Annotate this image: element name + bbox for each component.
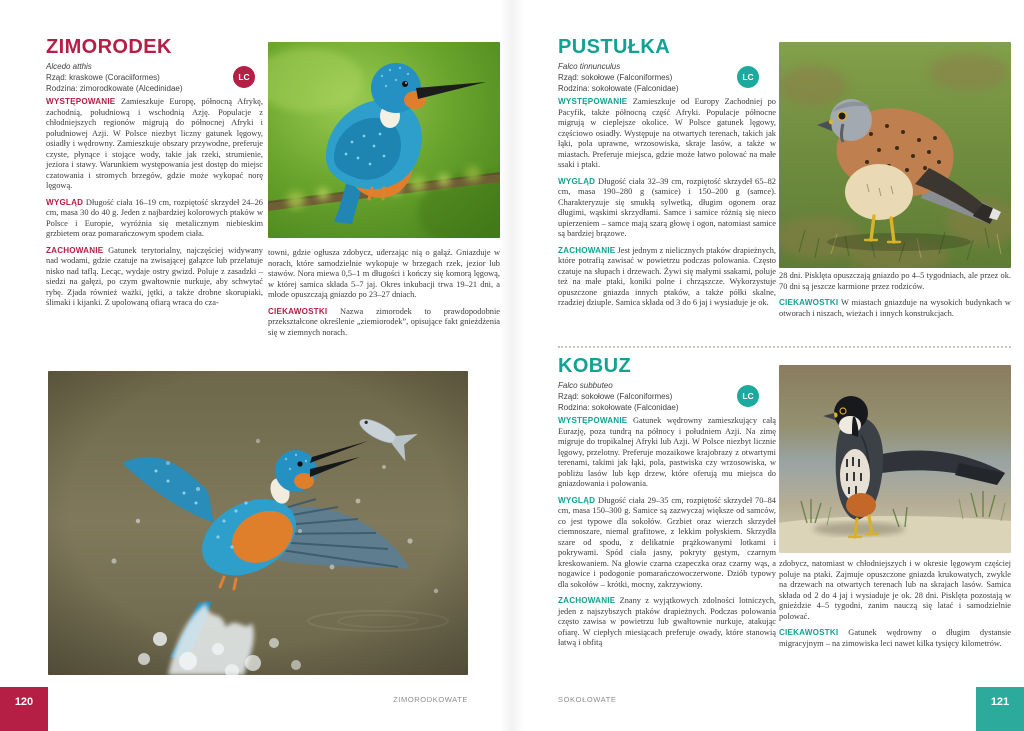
zimorodek-column-1 — [46, 97, 263, 315]
section-text: Gatunek wędrowny zamieszkujący całą Eurazję, poza tundrą na północy i południem Azji. Na zimę migruje do tropikalnej Afryki lub Azji. W Polsce niezbyt licznie lęgowy, przelotny. Preferuje mozaikowe krajobrazy z otwartymi terenami, takimi jak łąki, pola, pastwiska czy wrzosowiska, w pobliżu lasów lub kęp drzew, które oferują mu miejsca do gniazdowania i polowania. — [558, 416, 777, 488]
section-facts — [268, 307, 500, 339]
section-occurrence — [558, 97, 776, 171]
section-facts — [779, 298, 1011, 319]
page-number-left: 120 — [0, 687, 48, 731]
latin-name: Alcedo atthis — [46, 62, 92, 71]
section-behaviour — [558, 246, 776, 309]
section-label: ZACHOWANIE — [46, 245, 104, 255]
section-text: Gatunek terytorialny, najczęściej widywany nad wodami, gdzie czatuje na zwisającej gałązce lub przelatuje nisko nad taflą. Lecąc, wydaje ostry gwizd. Poluje z zasadzki – siedzi na gałęzi, po czym gwałtownie nurkuje, aby schwytać rybę. Zjada również ważki, jętki, a także drobne skorupiaki, ślimaki i kijanki. Z upolowaną ofiarą wraca do cza- — [46, 245, 263, 307]
kobuz-column-2 — [779, 559, 1011, 655]
species-title-zimorodek: ZIMORODEK — [46, 36, 172, 58]
taxonomy-zimorodek — [46, 61, 226, 95]
page-number-right: 121 — [976, 687, 1024, 731]
behaviour-continuation: 28 dni. Pisklęta opuszczają gniazdo po 4–5 tygodniach, ale przez ok. 70 dni są jeszcze karmione przez rodziców. — [779, 271, 1011, 291]
status-badge-lc: LC — [737, 66, 759, 88]
pustulka-column-2 — [779, 271, 1011, 325]
section-text: Długość ciała 16–19 cm, rozpiętość skrzydeł 24–26 cm, masa 30 do 40 g. Jeden z najbardziej kolorowych ptaków w Polsce i Europie, wyróżnia się metalicznym niebieskim grzbietem oraz pomarańczowym spodem ciała. — [46, 197, 263, 238]
behaviour-continuation: zdobycz, natomiast w chłodniejszych i w okresie lęgowym częściej poluje na ptaki. Zajmuje opuszczone gniazda krukowatych, zwykle na drzewach na otwartych terenach lub na skrajach lasów. Samica składa od 2 do 4 jaj i wysiaduje je ok. 28 dni. Pisklęta pozostają w gnieździe 4–5 tygodni, zanim nauczą się latać i samodzielnie polować. — [779, 559, 1011, 621]
section-behaviour — [558, 596, 776, 649]
kingfisher-perched-photo — [268, 42, 500, 238]
running-footer-right: SOKOŁOWATE — [558, 695, 617, 704]
section-label: WYGLĄD — [558, 176, 596, 186]
section-appearance — [558, 496, 776, 591]
section-label: WYSTĘPOWANIE — [558, 97, 628, 106]
latin-name: Falco subbuteo — [558, 381, 613, 390]
section-occurrence — [558, 416, 776, 490]
kingfisher-splash-photo — [48, 371, 468, 675]
section-label: WYSTĘPOWANIE — [46, 97, 116, 106]
zimorodek-column-2 — [268, 248, 500, 344]
section-label: ZACHOWANIE — [558, 596, 616, 605]
taxonomy-pustulka — [558, 61, 738, 95]
section-text: Długość ciała 29–35 cm, rozpiętość skrzydeł 70–84 cm, masa 150–300 g. Samice są zazwyczaj większe od samców, co jest typowe dla sokołów. Grzbiet oraz wierzch skrzydeł ciemnoszare, niemal grafitowe, z lekkim połyskiem. Skrzydła szare od spodu, z delikatnie prążkowanymi lotkami i pokrywami. Spód ciała jasny, pokryty gęstym, czarnym kreskowaniem. Na głowie czarna czapeczka oraz czarny wąs, a nogawice i podogonie pomarańczowoczerwone. Dziób typowy dla sokołów – krótki, mocny, zakrzywiony. — [558, 495, 776, 589]
section-label: WYGLĄD — [558, 495, 596, 505]
entry-divider — [558, 346, 1011, 348]
section-label: WYSTĘPOWANIE — [558, 416, 628, 425]
order-line: Rząd: sokołowe (Falconiformes) — [558, 392, 673, 402]
section-label: CIEKAWOSTKI — [779, 298, 839, 307]
running-footer-left: ZIMORODKOWATE — [393, 695, 468, 704]
section-appearance — [558, 177, 776, 240]
status-badge-lc: LC — [737, 385, 759, 407]
section-text: Długość ciała 32–39 cm, rozpiętość skrzydeł 65–82 cm, masa 190–280 g (samice) i 150–200 g (samce). Charakteryzuje się smukłą sylwetką, długim ogonem oraz długimi, wąskimi skrzydłami. Samce i samice różnią się nieco upierzeniem – samce mają szarą głowę i ogon, natomiast samice są bardziej brązowe. — [558, 176, 776, 238]
section-occurrence — [46, 97, 263, 192]
family-line: Rodzina: sokołowate (Falconidae) — [558, 84, 679, 94]
status-badge-lc: LC — [233, 66, 255, 88]
kestrel-photo — [779, 42, 1011, 268]
section-text: Zamieszkuje Europę, północną Afrykę, zachodnią, południową i wschodnią Azję. Populacje z chłodniejszych regionów migrują do północnej Afryki i południowej Azji. W Polsce niezbyt liczny gatunek lęgowy, osiadły i wędrowny. Zamieszkuje obszary przywodne, preferuje czyste, płynące i stojące wody, takie jak rzeki, strumienie, jeziora i stawy. Warunkiem występowania jest dostęp do miejsc czatowania i stromych brzegów, gdzie może wykopać norę lęgową. — [46, 97, 263, 190]
latin-name: Falco tinnunculus — [558, 62, 621, 71]
species-title-pustulka: PUSTUŁKA — [558, 36, 671, 58]
kobuz-column-1 — [558, 416, 776, 655]
section-text: Jest jednym z nielicznych ptaków drapieżnych, które potrafią zawisać w powietrzu podczas polowania. Często czatuje na słupach i drzewach. Żywi się małymi ssakami, poluje też na małe ptaki, koniki polne i chrząszcze. Wykorzystuje opuszczone gniazda innych ptaków, a także półki skalne, rzadziej dziuple. Samica składa od 3 do 6 jaj i wysiaduje je ok. — [558, 245, 777, 307]
section-label: WYGLĄD — [46, 197, 84, 207]
section-appearance — [46, 198, 263, 240]
section-behaviour — [46, 246, 263, 309]
section-label: ZACHOWANIE — [558, 245, 616, 255]
behaviour-continuation: towni, gdzie ogłusza zdobycz, uderzając nią o gałąź. Gniazduje w norach, które samodzielnie wykopuje w brzegach rzek, jezior lub stawów. Nora miewa 0,5–1 m długości i kończy się komorą lęgową, w której samica składa 5–7 jaj. Okres inkubacji trwa 19–21 dni, a młode opuszczają gniazdo po 23–27 dniach. — [268, 248, 500, 299]
order-line: Rząd: sokołowe (Falconiformes) — [558, 73, 673, 83]
section-label: CIEKAWOSTKI — [268, 306, 328, 316]
order-line: Rząd: kraskowe (Coraciiformes) — [46, 73, 160, 83]
section-text: W miastach gniazduje na wysokich budynkach w otworach i niszach, wieżach i innych konstrukcjach. — [779, 298, 1011, 318]
family-line: Rodzina: zimorodkowate (Alcedinidae) — [46, 84, 183, 94]
section-text: Zamieszkuje od Europy Zachodniej po Pacyfik, także północną część Afryki. Populacje północne migrują w cieplejsze okolice. W Polsce gatunek lęgowy, częściowo osiadły. Występuje na otwartych terenach, takich jak łąki, pola uprawne, wrzosowiska, skraje lasów, a także w miastach. Preferuje miejsca, gdzie może łatwo polować na małe ssaki i ptaki. — [558, 97, 776, 169]
page-gutter — [500, 0, 524, 731]
pustulka-column-1 — [558, 97, 776, 315]
hobby-photo — [779, 365, 1011, 553]
taxonomy-kobuz — [558, 380, 738, 414]
section-text: Znany z wyjątkowych zdolności lotniczych, jeden z najszybszych ptaków drapieżnych. Podczas polowania często zawisa w powietrzu lub gwałtownie nurkuje, atakując ofiarę. W ciepłych miesiącach preferuje owady, które stanowią łatwą i obfitą — [558, 596, 777, 647]
section-label: CIEKAWOSTKI — [779, 628, 839, 637]
section-text: Nazwa zimorodek to prawdopodobnie przekształcone określenie „ziemiorodek”, opisujące fakt gnieżdżenia się w ziemnych norach. — [268, 306, 500, 337]
family-line: Rodzina: sokołowate (Falconidae) — [558, 403, 679, 413]
species-title-kobuz: KOBUZ — [558, 355, 632, 377]
section-facts — [779, 628, 1011, 649]
section-text: Gatunek wędrowny o długim dystansie migracyjnym – na zimowiska leci nawet kilka tysięcy kilometrów. — [779, 628, 1012, 648]
